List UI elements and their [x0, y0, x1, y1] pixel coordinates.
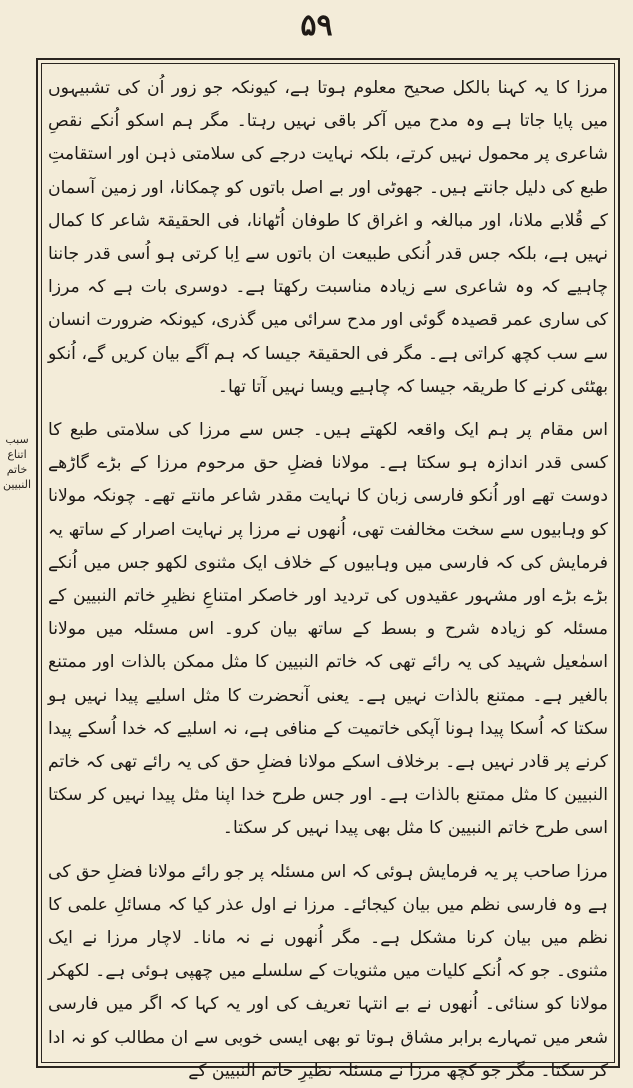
paragraph: اس مقام پر ہم ایک واقعہ لکھتے ہیں۔ جس سے مرزا کی سلامتی طبع کا کسی قدر اندازہ ہو سکتا ہے۔ مولانا فضلِ حق مرحوم مرزا کے بڑے گاڑھے دوست تھے اور اُنکو فارسی زبان کا نہایت مقدر شاعر مانتے تھے۔ چونکہ مولانا کو وہابیوں سے سخت مخالفت تھی، اُنھوں نے مرزا پر نہایت اصرار کے ساتھ یہ فرمایش کی کہ فارسی میں وہابیوں کے خلاف ایک مثنوی لکھو جس میں اُنکے بڑے بڑے اور مشہور عقیدوں کی تردید اور خاصکر امتناعِ نظیرِ خاتم النبیین کے مسئلہ کو زیادہ شرح و بسط کے ساتھ بیان کرو۔ اس مسئلہ میں مولانا اسمٰعیل شہید کی یہ رائے تھی کہ خاتم النبیین کا مثل ممکن بالذات اور ممتنع بالغیر ہے۔ ممتنع بالذات نہیں ہے۔ یعنی آنحضرت کا مثل اسلیے پیدا نہیں ہو سکتا کہ اُسکا پیدا ہونا آپکی خاتمیت کے منافی ہے، نہ اسلیے کہ خدا اُسکے پیدا کرنے پر قادر نہیں ہے۔ برخلاف اسکے مولانا فضلِ حق کی یہ رائے تھی کہ خاتم النبیین کا مثل ممتنع بالذات ہے۔ اور جس طرح خدا اپنا مثل پیدا نہیں کر سکتا اسی طرح خاتم النبیین کا مثل بھی پیدا نہیں کر سکتا۔: [48, 420, 608, 839]
page-body: [48, 72, 608, 1081]
paragraph: مرزا کا یہ کہنا بالکل صحیح معلوم ہوتا ہے، کیونکہ جو زور اُن کی تشبیہوں میں پایا جاتا ہے وہ مدح میں آکر باقی نہیں رہتا۔ مگر ہم اسکو اُنکے نقصِ شاعری پر محمول نہیں کرتے، بلکہ نہایت درجے کی سلامتی ذہن اور استقامتِ طبع کی دلیل جانتے ہیں۔ جھوٹی اور بے اصل باتوں کو چمکانا، اور زمین آسمان کے قُلابے ملانا، اور مبالغہ و اغراق کا طوفان اُٹھانا، فی الحقیقۃ شاعر کا کمال نہیں ہے، بلکہ جس قدر اُنکی طبیعت ان باتوں سے اِبا کرتی ہو اُسی قدر جاننا چاہیے کہ وہ شاعری سے زیادہ مناسبت رکھتا ہے۔ دوسری بات ہے کہ مرزا کی ساری عمر قصیدہ گوئی اور مدح سرائی میں گذری، کیونکہ ضرورت انسان سے سب کچھ کراتی ہے۔ مگر فی الحقیقۃ جیسا کہ ہم آگے بیان کریں گے، اُنکو بھٹئی کرنے کا طریقہ جیسا کہ چاہیے ویسا نہیں آتا تھا۔: [48, 78, 608, 397]
paragraph: مرزا صاحب پر یہ فرمایش ہوئی کہ اس مسئلہ پر جو رائے مولانا فضلِ حق کی ہے وہ فارسی نظم میں بیان کیجائے۔ مرزا نے اول عذر کیا کہ مسائلِ علمی کا نظم میں بیان کرنا مشکل ہے۔ مگر اُنھوں نے نہ مانا۔ لاچار مرزا نے ایک مثنوی۔ جو کہ اُنکے کلیات میں مثنویات کے سلسلے میں چھپی ہوئی ہے۔ لکھکر مولانا کو سنائی۔ اُنھوں نے بے انتہا تعریف کی اور یہ کہا کہ اگر میں فارسی شعر میں تمہارے برابر مشاق ہوتا تو بھی ایسی خوبی سے ان مطالب کو نہ ادا کر سکتا۔ مگر جو کچھ مرزا نے مسئلہ نظیرِ خاتم النبیین کے: [48, 861, 608, 1081]
margin-note: سبب اتناع خاتم النبیین: [2, 433, 32, 491]
page-number: ۵۹: [300, 8, 333, 43]
